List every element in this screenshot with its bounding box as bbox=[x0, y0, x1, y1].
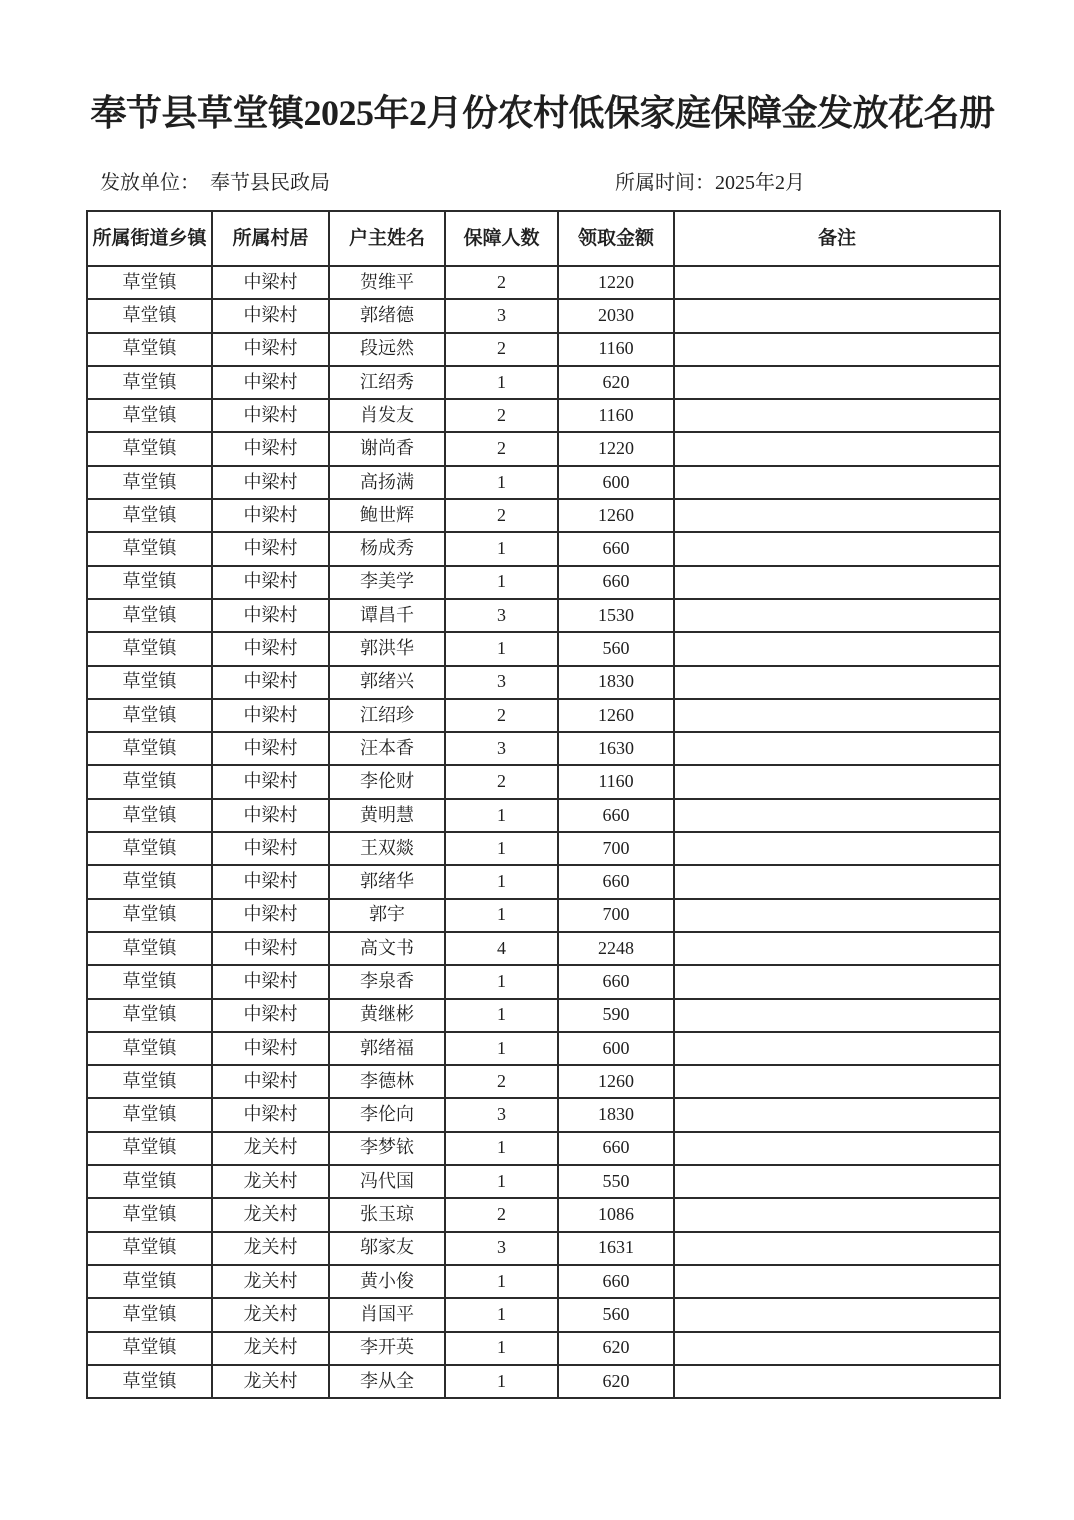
table-row bbox=[87, 1065, 1000, 1098]
cell-village: 中梁村 bbox=[212, 765, 329, 798]
cell-town: 草堂镇 bbox=[87, 999, 212, 1032]
cell-name: 邬家友 bbox=[329, 1232, 445, 1265]
cell-remark bbox=[674, 366, 1000, 399]
cell-amount: 1830 bbox=[558, 1098, 674, 1131]
cell-village: 中梁村 bbox=[212, 566, 329, 599]
cell-remark bbox=[674, 865, 1000, 898]
cell-count: 3 bbox=[445, 599, 558, 632]
cell-town: 草堂镇 bbox=[87, 965, 212, 998]
cell-name: 李梦铱 bbox=[329, 1132, 445, 1165]
cell-remark bbox=[674, 699, 1000, 732]
cell-village: 中梁村 bbox=[212, 399, 329, 432]
cell-name: 李伦向 bbox=[329, 1098, 445, 1131]
cell-name: 李从全 bbox=[329, 1365, 445, 1398]
cell-town: 草堂镇 bbox=[87, 1265, 212, 1298]
cell-amount: 620 bbox=[558, 1365, 674, 1398]
cell-name: 段远然 bbox=[329, 333, 445, 366]
table-row bbox=[87, 965, 1000, 998]
cell-name: 郭绪华 bbox=[329, 865, 445, 898]
cell-count: 2 bbox=[445, 499, 558, 532]
issuer-value: 奉节县民政局 bbox=[210, 172, 330, 194]
table-row bbox=[87, 1032, 1000, 1065]
cell-remark bbox=[674, 999, 1000, 1032]
header-name: 户主姓名 bbox=[329, 211, 445, 266]
cell-count: 1 bbox=[445, 999, 558, 1032]
cell-town: 草堂镇 bbox=[87, 899, 212, 932]
cell-name: 杨成秀 bbox=[329, 532, 445, 565]
cell-name: 鲍世辉 bbox=[329, 499, 445, 532]
cell-remark bbox=[674, 1332, 1000, 1365]
cell-town: 草堂镇 bbox=[87, 299, 212, 332]
cell-remark bbox=[674, 1032, 1000, 1065]
cell-village: 中梁村 bbox=[212, 899, 329, 932]
table-row bbox=[87, 932, 1000, 965]
cell-count: 1 bbox=[445, 532, 558, 565]
cell-name: 李开英 bbox=[329, 1332, 445, 1365]
cell-amount: 700 bbox=[558, 832, 674, 865]
header-count: 保障人数 bbox=[445, 211, 558, 266]
cell-remark bbox=[674, 1298, 1000, 1331]
cell-village: 中梁村 bbox=[212, 732, 329, 765]
cell-remark bbox=[674, 666, 1000, 699]
cell-name: 高扬满 bbox=[329, 466, 445, 499]
cell-village: 中梁村 bbox=[212, 499, 329, 532]
table-row bbox=[87, 1132, 1000, 1165]
cell-town: 草堂镇 bbox=[87, 699, 212, 732]
table-row bbox=[87, 1198, 1000, 1231]
table-row bbox=[87, 1165, 1000, 1198]
cell-village: 龙关村 bbox=[212, 1165, 329, 1198]
cell-name: 郭绪德 bbox=[329, 299, 445, 332]
cell-name: 郭绪福 bbox=[329, 1032, 445, 1065]
cell-remark bbox=[674, 1098, 1000, 1131]
cell-name: 肖国平 bbox=[329, 1298, 445, 1331]
cell-count: 2 bbox=[445, 432, 558, 465]
cell-village: 中梁村 bbox=[212, 466, 329, 499]
header-town: 所属街道乡镇 bbox=[87, 211, 212, 266]
issuer-label: 发放单位： bbox=[100, 172, 200, 194]
cell-count: 1 bbox=[445, 1332, 558, 1365]
cell-amount: 1530 bbox=[558, 599, 674, 632]
cell-count: 4 bbox=[445, 932, 558, 965]
cell-amount: 620 bbox=[558, 366, 674, 399]
cell-name: 郭绪兴 bbox=[329, 666, 445, 699]
cell-remark bbox=[674, 1165, 1000, 1198]
cell-count: 1 bbox=[445, 566, 558, 599]
cell-name: 黄小俊 bbox=[329, 1265, 445, 1298]
cell-count: 3 bbox=[445, 666, 558, 699]
cell-town: 草堂镇 bbox=[87, 432, 212, 465]
period-label: 所属时间： bbox=[615, 172, 715, 194]
cell-amount: 660 bbox=[558, 1132, 674, 1165]
table-row bbox=[87, 632, 1000, 665]
cell-village: 中梁村 bbox=[212, 432, 329, 465]
cell-name: 李伦财 bbox=[329, 765, 445, 798]
cell-amount: 1260 bbox=[558, 699, 674, 732]
cell-name: 张玉琼 bbox=[329, 1198, 445, 1231]
table-row bbox=[87, 732, 1000, 765]
cell-remark bbox=[674, 1365, 1000, 1398]
table-row bbox=[87, 299, 1000, 332]
cell-village: 中梁村 bbox=[212, 932, 329, 965]
cell-town: 草堂镇 bbox=[87, 333, 212, 366]
cell-town: 草堂镇 bbox=[87, 932, 212, 965]
cell-remark bbox=[674, 499, 1000, 532]
cell-name: 黄明慧 bbox=[329, 799, 445, 832]
cell-count: 2 bbox=[445, 266, 558, 299]
cell-name: 李泉香 bbox=[329, 965, 445, 998]
cell-amount: 660 bbox=[558, 1265, 674, 1298]
cell-town: 草堂镇 bbox=[87, 399, 212, 432]
cell-remark bbox=[674, 399, 1000, 432]
header-amount: 领取金额 bbox=[558, 211, 674, 266]
cell-count: 1 bbox=[445, 366, 558, 399]
cell-remark bbox=[674, 832, 1000, 865]
cell-village: 龙关村 bbox=[212, 1132, 329, 1165]
cell-count: 2 bbox=[445, 1198, 558, 1231]
cell-village: 中梁村 bbox=[212, 1098, 329, 1131]
cell-town: 草堂镇 bbox=[87, 1365, 212, 1398]
cell-amount: 660 bbox=[558, 965, 674, 998]
cell-count: 2 bbox=[445, 333, 558, 366]
table-row bbox=[87, 1365, 1000, 1398]
cell-village: 龙关村 bbox=[212, 1198, 329, 1231]
cell-count: 1 bbox=[445, 1132, 558, 1165]
cell-amount: 600 bbox=[558, 466, 674, 499]
table-row bbox=[87, 599, 1000, 632]
cell-village: 中梁村 bbox=[212, 599, 329, 632]
cell-count: 1 bbox=[445, 466, 558, 499]
header-remark: 备注 bbox=[674, 211, 1000, 266]
cell-name: 李美学 bbox=[329, 566, 445, 599]
cell-remark bbox=[674, 965, 1000, 998]
cell-village: 中梁村 bbox=[212, 632, 329, 665]
cell-remark bbox=[674, 1265, 1000, 1298]
cell-town: 草堂镇 bbox=[87, 632, 212, 665]
table-row bbox=[87, 666, 1000, 699]
cell-village: 中梁村 bbox=[212, 699, 329, 732]
issuer bbox=[100, 166, 330, 195]
cell-amount: 660 bbox=[558, 566, 674, 599]
cell-amount: 660 bbox=[558, 532, 674, 565]
table-row bbox=[87, 899, 1000, 932]
table-row bbox=[87, 366, 1000, 399]
roster-table bbox=[86, 210, 1001, 1399]
cell-count: 1 bbox=[445, 865, 558, 898]
cell-village: 中梁村 bbox=[212, 366, 329, 399]
cell-amount: 2248 bbox=[558, 932, 674, 965]
cell-name: 贺维平 bbox=[329, 266, 445, 299]
cell-remark bbox=[674, 899, 1000, 932]
cell-town: 草堂镇 bbox=[87, 532, 212, 565]
cell-count: 1 bbox=[445, 965, 558, 998]
cell-amount: 1260 bbox=[558, 1065, 674, 1098]
cell-amount: 1631 bbox=[558, 1232, 674, 1265]
cell-town: 草堂镇 bbox=[87, 1232, 212, 1265]
cell-count: 2 bbox=[445, 765, 558, 798]
table-body bbox=[87, 266, 1000, 1398]
cell-count: 1 bbox=[445, 832, 558, 865]
cell-count: 1 bbox=[445, 632, 558, 665]
cell-count: 1 bbox=[445, 899, 558, 932]
cell-town: 草堂镇 bbox=[87, 765, 212, 798]
cell-count: 2 bbox=[445, 699, 558, 732]
period bbox=[615, 166, 805, 195]
cell-count: 3 bbox=[445, 299, 558, 332]
cell-amount: 1220 bbox=[558, 432, 674, 465]
cell-town: 草堂镇 bbox=[87, 1032, 212, 1065]
cell-town: 草堂镇 bbox=[87, 1132, 212, 1165]
cell-village: 龙关村 bbox=[212, 1298, 329, 1331]
cell-remark bbox=[674, 566, 1000, 599]
cell-amount: 1260 bbox=[558, 499, 674, 532]
table-row bbox=[87, 865, 1000, 898]
cell-village: 中梁村 bbox=[212, 666, 329, 699]
cell-name: 汪本香 bbox=[329, 732, 445, 765]
cell-remark bbox=[674, 765, 1000, 798]
cell-town: 草堂镇 bbox=[87, 865, 212, 898]
cell-count: 1 bbox=[445, 799, 558, 832]
cell-town: 草堂镇 bbox=[87, 732, 212, 765]
cell-count: 1 bbox=[445, 1032, 558, 1065]
header-row bbox=[87, 211, 1000, 266]
cell-remark bbox=[674, 299, 1000, 332]
cell-village: 中梁村 bbox=[212, 1032, 329, 1065]
cell-count: 1 bbox=[445, 1365, 558, 1398]
cell-remark bbox=[674, 932, 1000, 965]
header-village: 所属村居 bbox=[212, 211, 329, 266]
cell-name: 江绍珍 bbox=[329, 699, 445, 732]
cell-village: 中梁村 bbox=[212, 865, 329, 898]
cell-name: 黄继彬 bbox=[329, 999, 445, 1032]
table-row bbox=[87, 532, 1000, 565]
cell-name: 郭洪华 bbox=[329, 632, 445, 665]
cell-name: 王双燚 bbox=[329, 832, 445, 865]
cell-amount: 660 bbox=[558, 865, 674, 898]
cell-name: 李德林 bbox=[329, 1065, 445, 1098]
cell-amount: 1830 bbox=[558, 666, 674, 699]
cell-count: 1 bbox=[445, 1298, 558, 1331]
cell-count: 1 bbox=[445, 1265, 558, 1298]
cell-village: 中梁村 bbox=[212, 799, 329, 832]
cell-remark bbox=[674, 466, 1000, 499]
table-row bbox=[87, 266, 1000, 299]
cell-town: 草堂镇 bbox=[87, 566, 212, 599]
cell-remark bbox=[674, 333, 1000, 366]
table-row bbox=[87, 1298, 1000, 1331]
cell-town: 草堂镇 bbox=[87, 799, 212, 832]
cell-village: 中梁村 bbox=[212, 299, 329, 332]
cell-name: 江绍秀 bbox=[329, 366, 445, 399]
document-page bbox=[86, 0, 999, 1399]
table-row bbox=[87, 1232, 1000, 1265]
table-row bbox=[87, 1265, 1000, 1298]
meta-row bbox=[86, 166, 999, 194]
cell-amount: 660 bbox=[558, 799, 674, 832]
period-value: 2025年2月 bbox=[715, 172, 805, 194]
cell-village: 中梁村 bbox=[212, 999, 329, 1032]
cell-amount: 1160 bbox=[558, 333, 674, 366]
cell-amount: 1630 bbox=[558, 732, 674, 765]
cell-amount: 560 bbox=[558, 1298, 674, 1331]
cell-village: 中梁村 bbox=[212, 1065, 329, 1098]
cell-remark bbox=[674, 1232, 1000, 1265]
cell-amount: 1160 bbox=[558, 399, 674, 432]
cell-count: 3 bbox=[445, 1232, 558, 1265]
cell-amount: 1220 bbox=[558, 266, 674, 299]
table-row bbox=[87, 466, 1000, 499]
cell-remark bbox=[674, 1198, 1000, 1231]
cell-remark bbox=[674, 1065, 1000, 1098]
cell-remark bbox=[674, 632, 1000, 665]
cell-name: 冯代国 bbox=[329, 1165, 445, 1198]
table-row bbox=[87, 765, 1000, 798]
table-row bbox=[87, 799, 1000, 832]
cell-town: 草堂镇 bbox=[87, 366, 212, 399]
cell-count: 2 bbox=[445, 399, 558, 432]
cell-town: 草堂镇 bbox=[87, 266, 212, 299]
cell-count: 2 bbox=[445, 1065, 558, 1098]
cell-amount: 700 bbox=[558, 899, 674, 932]
cell-village: 龙关村 bbox=[212, 1332, 329, 1365]
cell-name: 谭昌千 bbox=[329, 599, 445, 632]
cell-village: 中梁村 bbox=[212, 965, 329, 998]
cell-remark bbox=[674, 532, 1000, 565]
cell-village: 中梁村 bbox=[212, 832, 329, 865]
cell-town: 草堂镇 bbox=[87, 599, 212, 632]
table-row bbox=[87, 399, 1000, 432]
table-row bbox=[87, 1098, 1000, 1131]
cell-town: 草堂镇 bbox=[87, 1165, 212, 1198]
cell-village: 中梁村 bbox=[212, 333, 329, 366]
cell-count: 3 bbox=[445, 732, 558, 765]
cell-town: 草堂镇 bbox=[87, 1332, 212, 1365]
cell-amount: 600 bbox=[558, 1032, 674, 1065]
table-row bbox=[87, 1332, 1000, 1365]
cell-remark bbox=[674, 432, 1000, 465]
table-row bbox=[87, 499, 1000, 532]
table-row bbox=[87, 999, 1000, 1032]
cell-amount: 2030 bbox=[558, 299, 674, 332]
table-row bbox=[87, 699, 1000, 732]
cell-name: 谢尚香 bbox=[329, 432, 445, 465]
cell-remark bbox=[674, 732, 1000, 765]
cell-amount: 1086 bbox=[558, 1198, 674, 1231]
cell-count: 1 bbox=[445, 1165, 558, 1198]
cell-town: 草堂镇 bbox=[87, 666, 212, 699]
cell-remark bbox=[674, 799, 1000, 832]
cell-town: 草堂镇 bbox=[87, 1298, 212, 1331]
table-row bbox=[87, 333, 1000, 366]
cell-town: 草堂镇 bbox=[87, 466, 212, 499]
cell-name: 郭宇 bbox=[329, 899, 445, 932]
cell-amount: 1160 bbox=[558, 765, 674, 798]
cell-village: 龙关村 bbox=[212, 1232, 329, 1265]
cell-amount: 550 bbox=[558, 1165, 674, 1198]
table-row bbox=[87, 432, 1000, 465]
cell-village: 龙关村 bbox=[212, 1265, 329, 1298]
cell-remark bbox=[674, 266, 1000, 299]
cell-amount: 620 bbox=[558, 1332, 674, 1365]
cell-name: 肖发友 bbox=[329, 399, 445, 432]
cell-village: 中梁村 bbox=[212, 532, 329, 565]
cell-town: 草堂镇 bbox=[87, 499, 212, 532]
cell-village: 中梁村 bbox=[212, 266, 329, 299]
cell-name: 高文书 bbox=[329, 932, 445, 965]
cell-town: 草堂镇 bbox=[87, 832, 212, 865]
cell-amount: 590 bbox=[558, 999, 674, 1032]
cell-town: 草堂镇 bbox=[87, 1198, 212, 1231]
cell-remark bbox=[674, 1132, 1000, 1165]
table-row bbox=[87, 832, 1000, 865]
cell-amount: 560 bbox=[558, 632, 674, 665]
cell-town: 草堂镇 bbox=[87, 1065, 212, 1098]
cell-village: 龙关村 bbox=[212, 1365, 329, 1398]
cell-town: 草堂镇 bbox=[87, 1098, 212, 1131]
cell-remark bbox=[674, 599, 1000, 632]
cell-count: 3 bbox=[445, 1098, 558, 1131]
table-row bbox=[87, 566, 1000, 599]
page-title: 奉节县草堂镇2025年2月份农村低保家庭保障金发放花名册 bbox=[90, 93, 995, 133]
